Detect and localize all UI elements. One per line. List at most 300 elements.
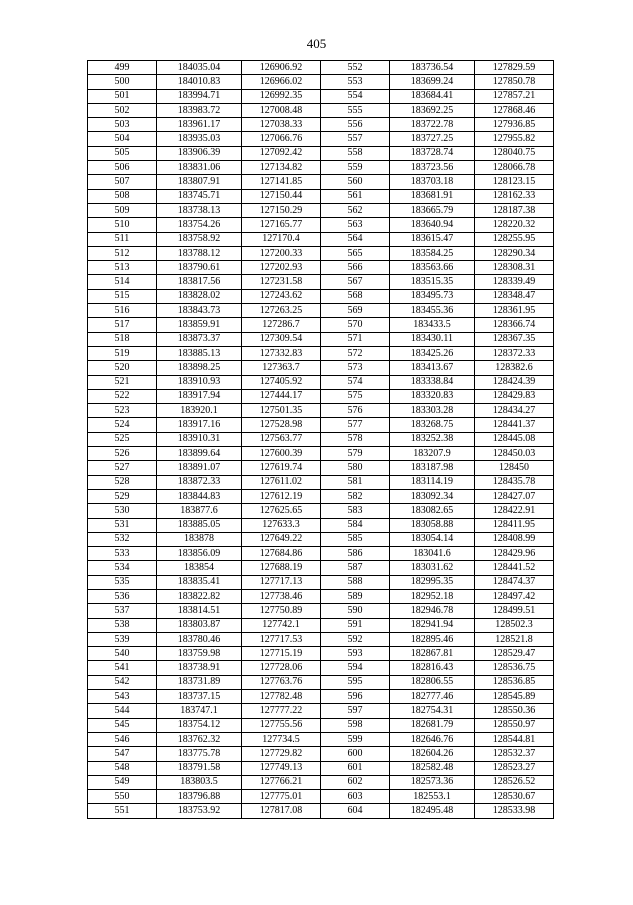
table-row	[88, 103, 554, 117]
y-coordinate-left-cell: 127134.82	[242, 161, 321, 175]
y-coordinate-left-cell: 127501.35	[242, 404, 321, 418]
y-coordinate-right-cell: 128220.32	[475, 218, 554, 232]
x-coordinate-left-cell: 183917.94	[157, 389, 242, 403]
x-coordinate-left-cell: 183754.26	[157, 218, 242, 232]
point-number-right-cell: 555	[321, 103, 390, 117]
point-number-right-cell: 579	[321, 447, 390, 461]
table-row	[88, 361, 554, 375]
y-coordinate-left-cell: 127766.21	[242, 775, 321, 789]
point-number-left-cell: 523	[88, 404, 157, 418]
point-number-left-cell: 526	[88, 447, 157, 461]
point-number-right-cell: 557	[321, 132, 390, 146]
x-coordinate-right-cell: 183665.79	[390, 203, 475, 217]
x-coordinate-left-cell: 183754.12	[157, 718, 242, 732]
x-coordinate-left-cell: 183791.58	[157, 761, 242, 775]
y-coordinate-right-cell: 128422.91	[475, 504, 554, 518]
y-coordinate-left-cell: 127038.33	[242, 118, 321, 132]
x-coordinate-left-cell: 183790.61	[157, 261, 242, 275]
y-coordinate-left-cell: 127633.3	[242, 518, 321, 532]
y-coordinate-left-cell: 127782.48	[242, 690, 321, 704]
x-coordinate-right-cell: 182573.36	[390, 775, 475, 789]
point-number-left-cell: 539	[88, 632, 157, 646]
table-row	[88, 61, 554, 75]
x-coordinate-right-cell: 183681.91	[390, 189, 475, 203]
point-number-left-cell: 542	[88, 675, 157, 689]
y-coordinate-left-cell: 127612.19	[242, 489, 321, 503]
y-coordinate-left-cell: 127363.7	[242, 361, 321, 375]
x-coordinate-left-cell: 183910.93	[157, 375, 242, 389]
y-coordinate-left-cell: 127750.89	[242, 604, 321, 618]
point-number-right-cell: 596	[321, 690, 390, 704]
y-coordinate-left-cell: 127755.56	[242, 718, 321, 732]
x-coordinate-left-cell: 183835.41	[157, 575, 242, 589]
y-coordinate-right-cell: 128290.34	[475, 246, 554, 260]
x-coordinate-left-cell: 183731.89	[157, 675, 242, 689]
y-coordinate-left-cell: 127444.17	[242, 389, 321, 403]
x-coordinate-left-cell: 183910.31	[157, 432, 242, 446]
table-row	[88, 461, 554, 475]
x-coordinate-right-cell: 183041.6	[390, 547, 475, 561]
x-coordinate-left-cell: 184035.04	[157, 61, 242, 75]
point-number-right-cell: 604	[321, 804, 390, 818]
point-number-right-cell: 600	[321, 747, 390, 761]
point-number-right-cell: 599	[321, 732, 390, 746]
table-row	[88, 475, 554, 489]
y-coordinate-right-cell: 127868.46	[475, 103, 554, 117]
x-coordinate-right-cell: 183515.35	[390, 275, 475, 289]
point-number-right-cell: 593	[321, 647, 390, 661]
point-number-right-cell: 568	[321, 289, 390, 303]
point-number-right-cell: 577	[321, 418, 390, 432]
y-coordinate-right-cell: 128532.37	[475, 747, 554, 761]
point-number-right-cell: 566	[321, 261, 390, 275]
point-number-left-cell: 506	[88, 161, 157, 175]
point-number-left-cell: 549	[88, 775, 157, 789]
x-coordinate-right-cell: 182604.26	[390, 747, 475, 761]
point-number-left-cell: 508	[88, 189, 157, 203]
x-coordinate-left-cell: 183753.92	[157, 804, 242, 818]
y-coordinate-right-cell: 128502.3	[475, 618, 554, 632]
x-coordinate-right-cell: 183684.41	[390, 89, 475, 103]
x-coordinate-right-cell: 183728.74	[390, 146, 475, 160]
y-coordinate-right-cell: 128526.52	[475, 775, 554, 789]
point-number-right-cell: 582	[321, 489, 390, 503]
point-number-left-cell: 500	[88, 75, 157, 89]
x-coordinate-left-cell: 183961.17	[157, 118, 242, 132]
point-number-left-cell: 514	[88, 275, 157, 289]
table-row	[88, 246, 554, 260]
x-coordinate-left-cell: 183844.83	[157, 489, 242, 503]
x-coordinate-right-cell: 183031.62	[390, 561, 475, 575]
y-coordinate-left-cell: 127202.93	[242, 261, 321, 275]
x-coordinate-left-cell: 183759.98	[157, 647, 242, 661]
point-number-right-cell: 559	[321, 161, 390, 175]
x-coordinate-right-cell: 182946.78	[390, 604, 475, 618]
table-row	[88, 89, 554, 103]
x-coordinate-right-cell: 183703.18	[390, 175, 475, 189]
point-number-right-cell: 581	[321, 475, 390, 489]
point-number-left-cell: 516	[88, 304, 157, 318]
table-row	[88, 289, 554, 303]
point-number-right-cell: 594	[321, 661, 390, 675]
point-number-right-cell: 591	[321, 618, 390, 632]
point-number-right-cell: 565	[321, 246, 390, 260]
point-number-right-cell: 580	[321, 461, 390, 475]
point-number-left-cell: 548	[88, 761, 157, 775]
table-row	[88, 304, 554, 318]
x-coordinate-left-cell: 183796.88	[157, 790, 242, 804]
x-coordinate-right-cell: 183495.73	[390, 289, 475, 303]
x-coordinate-right-cell: 183430.11	[390, 332, 475, 346]
y-coordinate-right-cell: 127829.59	[475, 61, 554, 75]
y-coordinate-left-cell: 127263.25	[242, 304, 321, 318]
point-number-right-cell: 587	[321, 561, 390, 575]
point-number-left-cell: 525	[88, 432, 157, 446]
table-row	[88, 675, 554, 689]
point-number-left-cell: 543	[88, 690, 157, 704]
x-coordinate-left-cell: 183878	[157, 532, 242, 546]
x-coordinate-right-cell: 182553.1	[390, 790, 475, 804]
point-number-left-cell: 532	[88, 532, 157, 546]
point-number-right-cell: 563	[321, 218, 390, 232]
x-coordinate-right-cell: 183433.5	[390, 318, 475, 332]
point-number-left-cell: 528	[88, 475, 157, 489]
x-coordinate-left-cell: 183747.1	[157, 704, 242, 718]
y-coordinate-left-cell: 127742.1	[242, 618, 321, 632]
x-coordinate-left-cell: 183906.39	[157, 146, 242, 160]
table-row	[88, 690, 554, 704]
y-coordinate-right-cell: 128474.37	[475, 575, 554, 589]
x-coordinate-left-cell: 183814.51	[157, 604, 242, 618]
point-number-left-cell: 505	[88, 146, 157, 160]
point-number-right-cell: 584	[321, 518, 390, 532]
y-coordinate-right-cell: 128530.67	[475, 790, 554, 804]
point-number-right-cell: 601	[321, 761, 390, 775]
y-coordinate-right-cell: 128445.08	[475, 432, 554, 446]
point-number-right-cell: 597	[321, 704, 390, 718]
point-number-left-cell: 535	[88, 575, 157, 589]
point-number-left-cell: 530	[88, 504, 157, 518]
point-number-right-cell: 592	[321, 632, 390, 646]
y-coordinate-right-cell: 128521.8	[475, 632, 554, 646]
point-number-left-cell: 536	[88, 589, 157, 603]
x-coordinate-right-cell: 182816.43	[390, 661, 475, 675]
point-number-right-cell: 564	[321, 232, 390, 246]
table-row	[88, 375, 554, 389]
table-row	[88, 261, 554, 275]
point-number-left-cell: 517	[88, 318, 157, 332]
y-coordinate-right-cell: 128533.98	[475, 804, 554, 818]
point-number-left-cell: 515	[88, 289, 157, 303]
point-number-left-cell: 524	[88, 418, 157, 432]
point-number-left-cell: 529	[88, 489, 157, 503]
x-coordinate-right-cell: 183722.78	[390, 118, 475, 132]
y-coordinate-right-cell: 128411.95	[475, 518, 554, 532]
y-coordinate-right-cell: 128523.27	[475, 761, 554, 775]
point-number-right-cell: 556	[321, 118, 390, 132]
x-coordinate-left-cell: 183803.87	[157, 618, 242, 632]
x-coordinate-left-cell: 183807.91	[157, 175, 242, 189]
y-coordinate-left-cell: 127684.86	[242, 547, 321, 561]
point-number-right-cell: 561	[321, 189, 390, 203]
point-number-right-cell: 603	[321, 790, 390, 804]
x-coordinate-left-cell: 184010.83	[157, 75, 242, 89]
y-coordinate-left-cell: 127619.74	[242, 461, 321, 475]
y-coordinate-left-cell: 126992.35	[242, 89, 321, 103]
point-number-right-cell: 554	[321, 89, 390, 103]
y-coordinate-right-cell: 128450	[475, 461, 554, 475]
x-coordinate-left-cell: 183898.25	[157, 361, 242, 375]
y-coordinate-right-cell: 128497.42	[475, 589, 554, 603]
y-coordinate-left-cell: 127165.77	[242, 218, 321, 232]
x-coordinate-right-cell: 182754.31	[390, 704, 475, 718]
y-coordinate-left-cell: 127688.19	[242, 561, 321, 575]
x-coordinate-left-cell: 183803.5	[157, 775, 242, 789]
x-coordinate-right-cell: 183692.25	[390, 103, 475, 117]
y-coordinate-left-cell: 127243.62	[242, 289, 321, 303]
table-row	[88, 718, 554, 732]
table-row	[88, 632, 554, 646]
y-coordinate-left-cell: 127611.02	[242, 475, 321, 489]
y-coordinate-right-cell: 127955.82	[475, 132, 554, 146]
x-coordinate-right-cell: 182495.48	[390, 804, 475, 818]
y-coordinate-left-cell: 127729.82	[242, 747, 321, 761]
table-row	[88, 518, 554, 532]
x-coordinate-right-cell: 182952.18	[390, 589, 475, 603]
point-number-right-cell: 602	[321, 775, 390, 789]
x-coordinate-left-cell: 183762.32	[157, 732, 242, 746]
table-row	[88, 275, 554, 289]
x-coordinate-right-cell: 183207.9	[390, 447, 475, 461]
y-coordinate-right-cell: 128427.07	[475, 489, 554, 503]
x-coordinate-right-cell: 183584.25	[390, 246, 475, 260]
x-coordinate-right-cell: 182777.46	[390, 690, 475, 704]
table-row	[88, 804, 554, 818]
x-coordinate-left-cell: 183856.09	[157, 547, 242, 561]
y-coordinate-right-cell: 128187.38	[475, 203, 554, 217]
x-coordinate-right-cell: 183413.67	[390, 361, 475, 375]
y-coordinate-right-cell: 128434.27	[475, 404, 554, 418]
point-number-right-cell: 590	[321, 604, 390, 618]
x-coordinate-right-cell: 183268.75	[390, 418, 475, 432]
point-number-right-cell: 560	[321, 175, 390, 189]
y-coordinate-right-cell: 127850.78	[475, 75, 554, 89]
x-coordinate-right-cell: 182995.35	[390, 575, 475, 589]
point-number-left-cell: 533	[88, 547, 157, 561]
y-coordinate-right-cell: 128429.96	[475, 547, 554, 561]
point-number-left-cell: 510	[88, 218, 157, 232]
y-coordinate-left-cell: 127715.19	[242, 647, 321, 661]
point-number-left-cell: 522	[88, 389, 157, 403]
point-number-left-cell: 499	[88, 61, 157, 75]
x-coordinate-right-cell: 183640.94	[390, 218, 475, 232]
y-coordinate-right-cell: 128040.75	[475, 146, 554, 160]
x-coordinate-left-cell: 183983.72	[157, 103, 242, 117]
point-number-right-cell: 562	[321, 203, 390, 217]
y-coordinate-right-cell: 128536.85	[475, 675, 554, 689]
point-number-right-cell: 595	[321, 675, 390, 689]
table-row	[88, 561, 554, 575]
x-coordinate-right-cell: 183615.47	[390, 232, 475, 246]
point-number-left-cell: 504	[88, 132, 157, 146]
table-row	[88, 775, 554, 789]
x-coordinate-left-cell: 183775.78	[157, 747, 242, 761]
x-coordinate-right-cell: 183425.26	[390, 346, 475, 360]
coordinates-table-body	[88, 61, 554, 819]
x-coordinate-right-cell: 182681.79	[390, 718, 475, 732]
table-row	[88, 161, 554, 175]
point-number-right-cell: 578	[321, 432, 390, 446]
point-number-right-cell: 574	[321, 375, 390, 389]
point-number-right-cell: 570	[321, 318, 390, 332]
x-coordinate-right-cell: 182582.48	[390, 761, 475, 775]
y-coordinate-right-cell: 128545.89	[475, 690, 554, 704]
point-number-left-cell: 537	[88, 604, 157, 618]
point-number-left-cell: 509	[88, 203, 157, 217]
y-coordinate-right-cell: 128162.33	[475, 189, 554, 203]
point-number-left-cell: 520	[88, 361, 157, 375]
y-coordinate-right-cell: 128308.31	[475, 261, 554, 275]
point-number-right-cell: 569	[321, 304, 390, 318]
y-coordinate-left-cell: 126906.92	[242, 61, 321, 75]
table-row	[88, 761, 554, 775]
table-row	[88, 504, 554, 518]
y-coordinate-right-cell: 128424.39	[475, 375, 554, 389]
point-number-right-cell: 585	[321, 532, 390, 546]
x-coordinate-left-cell: 183738.91	[157, 661, 242, 675]
point-number-right-cell: 558	[321, 146, 390, 160]
x-coordinate-right-cell: 182806.55	[390, 675, 475, 689]
x-coordinate-right-cell: 183736.54	[390, 61, 475, 75]
x-coordinate-left-cell: 183891.07	[157, 461, 242, 475]
coordinates-table	[87, 60, 554, 819]
x-coordinate-right-cell: 182895.46	[390, 632, 475, 646]
x-coordinate-left-cell: 183877.6	[157, 504, 242, 518]
x-coordinate-left-cell: 183859.91	[157, 318, 242, 332]
x-coordinate-right-cell: 182867.81	[390, 647, 475, 661]
table-row	[88, 732, 554, 746]
x-coordinate-left-cell: 183899.64	[157, 447, 242, 461]
x-coordinate-left-cell: 183873.37	[157, 332, 242, 346]
y-coordinate-right-cell: 128550.97	[475, 718, 554, 732]
point-number-left-cell: 541	[88, 661, 157, 675]
y-coordinate-left-cell: 126966.02	[242, 75, 321, 89]
x-coordinate-right-cell: 183563.66	[390, 261, 475, 275]
y-coordinate-right-cell: 128339.49	[475, 275, 554, 289]
y-coordinate-left-cell: 127405.92	[242, 375, 321, 389]
point-number-right-cell: 598	[321, 718, 390, 732]
table-row	[88, 618, 554, 632]
point-number-left-cell: 531	[88, 518, 157, 532]
point-number-left-cell: 547	[88, 747, 157, 761]
table-row	[88, 604, 554, 618]
table-row	[88, 75, 554, 89]
table-row	[88, 404, 554, 418]
point-number-right-cell: 588	[321, 575, 390, 589]
y-coordinate-right-cell: 128123.15	[475, 175, 554, 189]
x-coordinate-right-cell: 182646.76	[390, 732, 475, 746]
table-row	[88, 346, 554, 360]
y-coordinate-left-cell: 127777.22	[242, 704, 321, 718]
y-coordinate-left-cell: 127332.83	[242, 346, 321, 360]
table-row	[88, 132, 554, 146]
y-coordinate-left-cell: 127150.29	[242, 203, 321, 217]
x-coordinate-right-cell: 183187.98	[390, 461, 475, 475]
x-coordinate-left-cell: 183920.1	[157, 404, 242, 418]
x-coordinate-left-cell: 183843.73	[157, 304, 242, 318]
y-coordinate-left-cell: 127528.98	[242, 418, 321, 432]
point-number-left-cell: 545	[88, 718, 157, 732]
point-number-right-cell: 573	[321, 361, 390, 375]
table-row	[88, 447, 554, 461]
x-coordinate-right-cell: 183082.65	[390, 504, 475, 518]
table-row	[88, 203, 554, 217]
x-coordinate-right-cell: 183054.14	[390, 532, 475, 546]
y-coordinate-left-cell: 127066.76	[242, 132, 321, 146]
x-coordinate-right-cell: 183320.83	[390, 389, 475, 403]
x-coordinate-left-cell: 183788.12	[157, 246, 242, 260]
x-coordinate-right-cell: 183303.28	[390, 404, 475, 418]
page-number: 405	[306, 36, 327, 51]
x-coordinate-left-cell: 183872.33	[157, 475, 242, 489]
x-coordinate-left-cell: 183737.15	[157, 690, 242, 704]
y-coordinate-left-cell: 127231.58	[242, 275, 321, 289]
y-coordinate-right-cell: 128066.78	[475, 161, 554, 175]
y-coordinate-right-cell: 128550.36	[475, 704, 554, 718]
point-number-left-cell: 551	[88, 804, 157, 818]
point-number-left-cell: 521	[88, 375, 157, 389]
y-coordinate-right-cell: 128366.74	[475, 318, 554, 332]
x-coordinate-left-cell: 183817.56	[157, 275, 242, 289]
point-number-left-cell: 501	[88, 89, 157, 103]
y-coordinate-left-cell: 127625.65	[242, 504, 321, 518]
y-coordinate-left-cell: 127008.48	[242, 103, 321, 117]
table-row	[88, 661, 554, 675]
x-coordinate-left-cell: 183828.02	[157, 289, 242, 303]
table-row	[88, 332, 554, 346]
y-coordinate-left-cell: 127717.13	[242, 575, 321, 589]
x-coordinate-right-cell: 183455.36	[390, 304, 475, 318]
x-coordinate-left-cell: 183780.46	[157, 632, 242, 646]
y-coordinate-left-cell: 127092.42	[242, 146, 321, 160]
point-number-left-cell: 512	[88, 246, 157, 260]
point-number-right-cell: 552	[321, 61, 390, 75]
y-coordinate-left-cell: 127817.08	[242, 804, 321, 818]
x-coordinate-right-cell: 182941.94	[390, 618, 475, 632]
y-coordinate-right-cell: 128441.37	[475, 418, 554, 432]
x-coordinate-right-cell: 183114.19	[390, 475, 475, 489]
y-coordinate-right-cell: 128435.78	[475, 475, 554, 489]
y-coordinate-left-cell: 127738.46	[242, 589, 321, 603]
x-coordinate-left-cell: 183745.71	[157, 189, 242, 203]
point-number-left-cell: 534	[88, 561, 157, 575]
y-coordinate-left-cell: 127150.44	[242, 189, 321, 203]
x-coordinate-left-cell: 183831.06	[157, 161, 242, 175]
x-coordinate-right-cell: 183699.24	[390, 75, 475, 89]
table-row	[88, 589, 554, 603]
point-number-left-cell: 502	[88, 103, 157, 117]
x-coordinate-left-cell: 183994.71	[157, 89, 242, 103]
y-coordinate-left-cell: 127141.85	[242, 175, 321, 189]
x-coordinate-left-cell: 183822.82	[157, 589, 242, 603]
y-coordinate-left-cell: 127717.53	[242, 632, 321, 646]
table-row	[88, 432, 554, 446]
table-row	[88, 532, 554, 546]
x-coordinate-right-cell: 183058.88	[390, 518, 475, 532]
point-number-left-cell: 527	[88, 461, 157, 475]
x-coordinate-left-cell: 183885.05	[157, 518, 242, 532]
table-row	[88, 146, 554, 160]
